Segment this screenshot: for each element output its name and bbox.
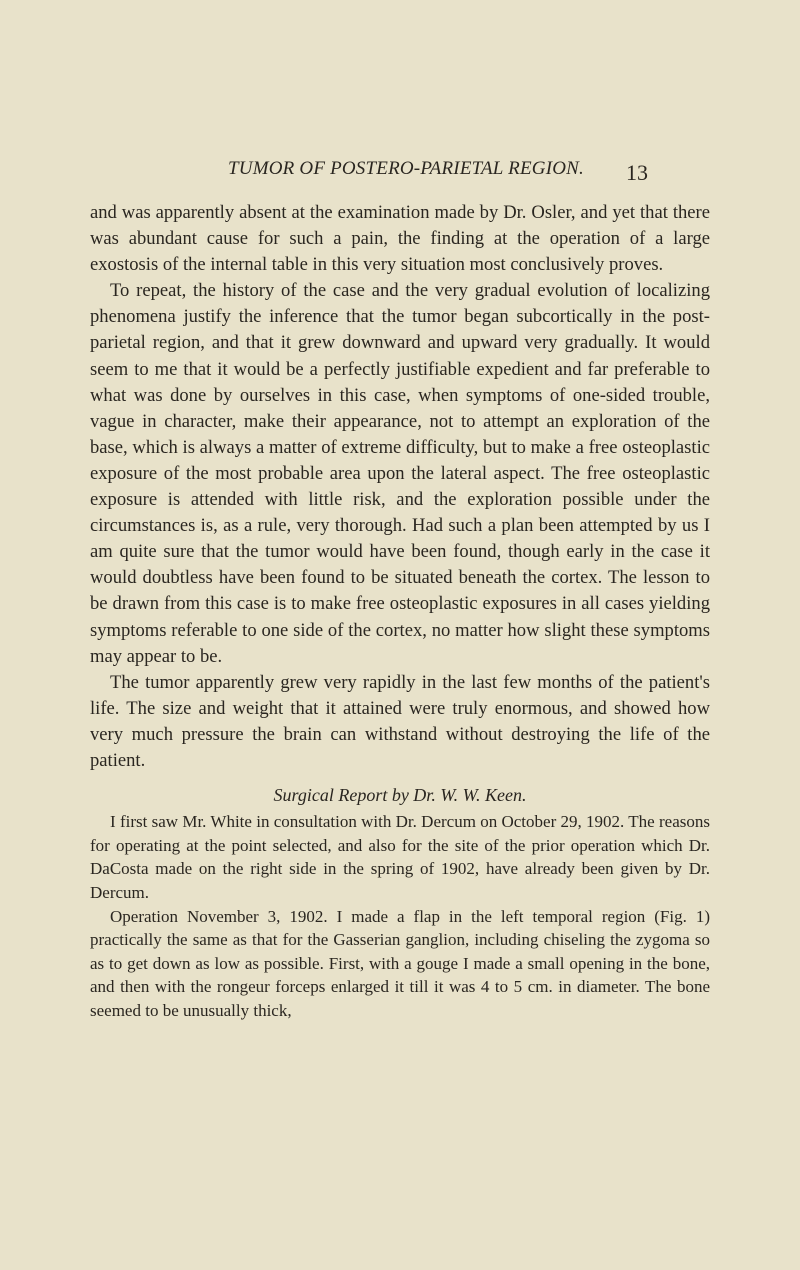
- paragraph: To repeat, the history of the case and the very gradual evolution of localizing phenomena justify the inference that the tumor began subcortically in the post-parietal region, and that it grew downward and upward very gradually. It would seem to me that it would be a perfectly justifiable expedient and far preferable to what was done by ourselves in this case, when symptoms of one-sided trouble, vague in character, make their appearance, not to attempt an exploration of the base, which is always a matter of extreme difficulty, but to make a free osteoplastic exposure of the most probable area upon the lateral aspect. The free osteoplastic exposure is attended with little risk, and the exploration possible under the circumstances is, as a rule, very thorough. Had such a plan been attempted by us I am quite sure that the tumor would have been found, though early in the case it would doubtless have been found to be situated beneath the cortex. The lesson to be drawn from this case is to make free osteoplastic exposures in all cases yielding symptoms referable to one side of the cortex, no matter how slight these symptoms may appear to be.: [90, 280, 710, 667]
- report-paragraph: Operation November 3, 1902. I made a flap in the left temporal region (Fig. 1) practically the same as that for the Gasserian ganglion, including chiseling the zygoma so as to get down as low as possible. First, with a gouge I made a small opening in the bone, and then with the rongeur forceps enlarged it till it was 4 to 5 cm. in diameter. The bone seemed to be unusually thick,: [90, 906, 710, 1020]
- page-number: 13: [626, 160, 648, 185]
- paragraph: The tumor apparently grew very rapidly in the last few months of the patient's life. The size and weight that it attained were truly enormous, and showed how very much pressure the brain can withstand without destroying the life of the patient.: [90, 671, 710, 771]
- report-heading: Surgical Report by Dr. W. W. Keen.: [273, 785, 527, 806]
- report-text: [90, 810, 710, 1022]
- report-paragraph: I first saw Mr. White in consultation with Dr. Dercum on October 29, 1902. The reasons for operating at the point selected, and also for the site of the prior operation which Dr. DaCosta made on the right side in the spring of 1902, have already been given by Dr. Dercum.: [90, 812, 710, 902]
- body-text: [90, 200, 710, 1023]
- paragraph: and was apparently absent at the examination made by Dr. Osler, and yet that there was abundant cause for such a pain, the finding at the operation of a large exostosis of the internal table in this very situation most conclusively proves.: [90, 202, 710, 276]
- running-head: TUMOR OF POSTERO-PARIETAL REGION.: [228, 158, 584, 179]
